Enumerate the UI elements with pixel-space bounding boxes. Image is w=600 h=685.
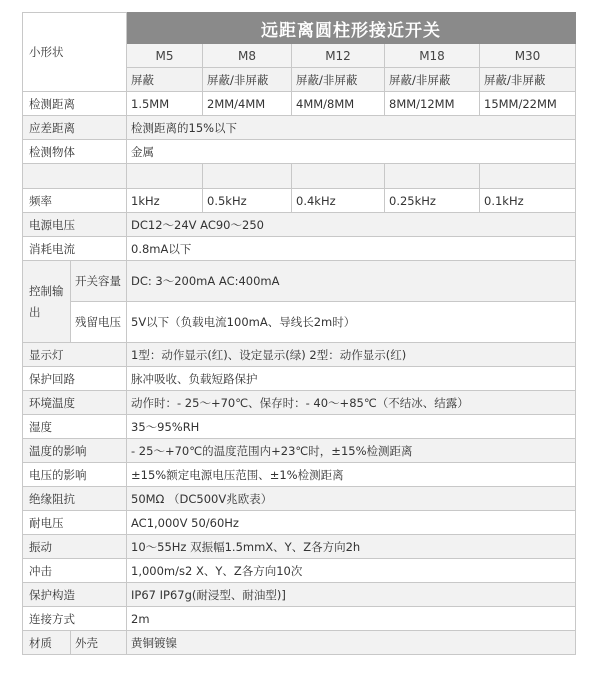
voltage-row (23, 213, 576, 237)
shield-m18: 屏蔽/非屏蔽 (385, 68, 480, 92)
object-label: 检测物体 (23, 140, 127, 164)
residual-voltage-label: 残留电压 (71, 302, 127, 343)
shield-m8: 屏蔽/非屏蔽 (203, 68, 292, 92)
residual-voltage-value: 5V以下（负载电流100mA、导线长2m时） (127, 302, 576, 343)
response-row (23, 116, 576, 140)
model-m30: M30 (480, 44, 576, 68)
indicator-value: 1型：动作显示(红)、设定显示(绿) 2型：动作显示(红) (127, 343, 576, 367)
insulation-row (23, 487, 576, 511)
blank-cell (127, 164, 203, 189)
vibration-label: 振动 (23, 535, 127, 559)
distance-m30: 15MM/22MM (480, 92, 576, 116)
ambient-temp-label: 环境温度 (23, 391, 127, 415)
switch-capacity-value: DC: 3～200mA AC:400mA (127, 261, 576, 302)
switch-capacity-label: 开关容量 (71, 261, 127, 302)
model-m5: M5 (127, 44, 203, 68)
ambient-temp-value: 动作时：- 25～+70℃、保存时：- 40～+85℃（不结冰、结露） (127, 391, 576, 415)
frequency-m8: 0.5kHz (203, 189, 292, 213)
model-m12: M12 (292, 44, 385, 68)
blank-cell (292, 164, 385, 189)
shield-m12: 屏蔽/非屏蔽 (292, 68, 385, 92)
response-label: 应差距离 (23, 116, 127, 140)
blank-cell (203, 164, 292, 189)
indicator-row (23, 343, 576, 367)
shell-label: 外壳 (71, 631, 127, 655)
humidity-value: 35～95%RH (127, 415, 576, 439)
withstand-value: AC1,000V 50/60Hz (127, 511, 576, 535)
temp-effect-label: 温度的影响 (23, 439, 127, 463)
frequency-row (23, 189, 576, 213)
distance-m18: 8MM/12MM (385, 92, 480, 116)
material-label: 材质 (23, 631, 71, 655)
voltage-effect-value: ±15%额定电源电压范围、±1%检测距离 (127, 463, 576, 487)
connection-row (23, 607, 576, 631)
connection-label: 连接方式 (23, 607, 127, 631)
humidity-label: 湿度 (23, 415, 127, 439)
shock-label: 冲击 (23, 559, 127, 583)
current-value: 0.8mA以下 (127, 237, 576, 261)
blank-row (23, 164, 576, 189)
current-row (23, 237, 576, 261)
blank-cell (23, 164, 127, 189)
voltage-effect-label: 电压的影响 (23, 463, 127, 487)
blank-cell (385, 164, 480, 189)
frequency-label: 频率 (23, 189, 127, 213)
frequency-m30: 0.1kHz (480, 189, 576, 213)
vibration-row (23, 535, 576, 559)
material-value: 黄铜镀镍 (127, 631, 576, 655)
frequency-m12: 0.4kHz (292, 189, 385, 213)
insulation-label: 绝缘阻抗 (23, 487, 127, 511)
withstand-row (23, 511, 576, 535)
humidity-row (23, 415, 576, 439)
structure-label: 保护构造 (23, 583, 127, 607)
current-label: 消耗电流 (23, 237, 127, 261)
control-residual-row (23, 302, 576, 343)
insulation-value: 50MΩ （DC500V兆欧表） (127, 487, 576, 511)
control-label: 控制输出 (23, 261, 71, 343)
vibration-value: 10～55Hz 双振幅1.5mmX、Y、Z各方向2h (127, 535, 576, 559)
distance-m12: 4MM/8MM (292, 92, 385, 116)
connection-value: 2m (127, 607, 576, 631)
model-m8: M8 (203, 44, 292, 68)
material-row (23, 631, 576, 655)
spec-table-container (22, 12, 575, 655)
ambient-temp-row (23, 391, 576, 415)
response-value: 检测距离的15%以下 (127, 116, 576, 140)
structure-value: IP67 IP67g(耐浸型、耐油型)] (127, 583, 576, 607)
control-switch-row (23, 261, 576, 302)
frequency-m5: 1kHz (127, 189, 203, 213)
protection-circuit-row (23, 367, 576, 391)
temp-effect-value: - 25～+70℃的温度范围内+23℃时，±15%检测距离 (127, 439, 576, 463)
spec-table (22, 12, 576, 655)
distance-m8: 2MM/4MM (203, 92, 292, 116)
object-value: 金属 (127, 140, 576, 164)
protection-circuit-value: 脉冲吸收、负载短路保护 (127, 367, 576, 391)
table-title: 远距离圆柱形接近开关 (127, 13, 576, 44)
frequency-m18: 0.25kHz (385, 189, 480, 213)
shield-m5: 屏蔽 (127, 68, 203, 92)
protection-circuit-label: 保护回路 (23, 367, 127, 391)
model-m18: M18 (385, 44, 480, 68)
object-row (23, 140, 576, 164)
voltage-label: 电源电压 (23, 213, 127, 237)
distance-m5: 1.5MM (127, 92, 203, 116)
voltage-effect-row (23, 463, 576, 487)
withstand-label: 耐电压 (23, 511, 127, 535)
shock-value: 1,000m/s2 X、Y、Z各方向10次 (127, 559, 576, 583)
voltage-value: DC12～24V AC90～250 (127, 213, 576, 237)
distance-row (23, 92, 576, 116)
shield-m30: 屏蔽/非屏蔽 (480, 68, 576, 92)
title-row (23, 13, 576, 44)
blank-cell (480, 164, 576, 189)
indicator-label: 显示灯 (23, 343, 127, 367)
shock-row (23, 559, 576, 583)
corner-label: 小形状 (23, 13, 127, 92)
distance-label: 检测距离 (23, 92, 127, 116)
structure-row (23, 583, 576, 607)
temp-effect-row (23, 439, 576, 463)
